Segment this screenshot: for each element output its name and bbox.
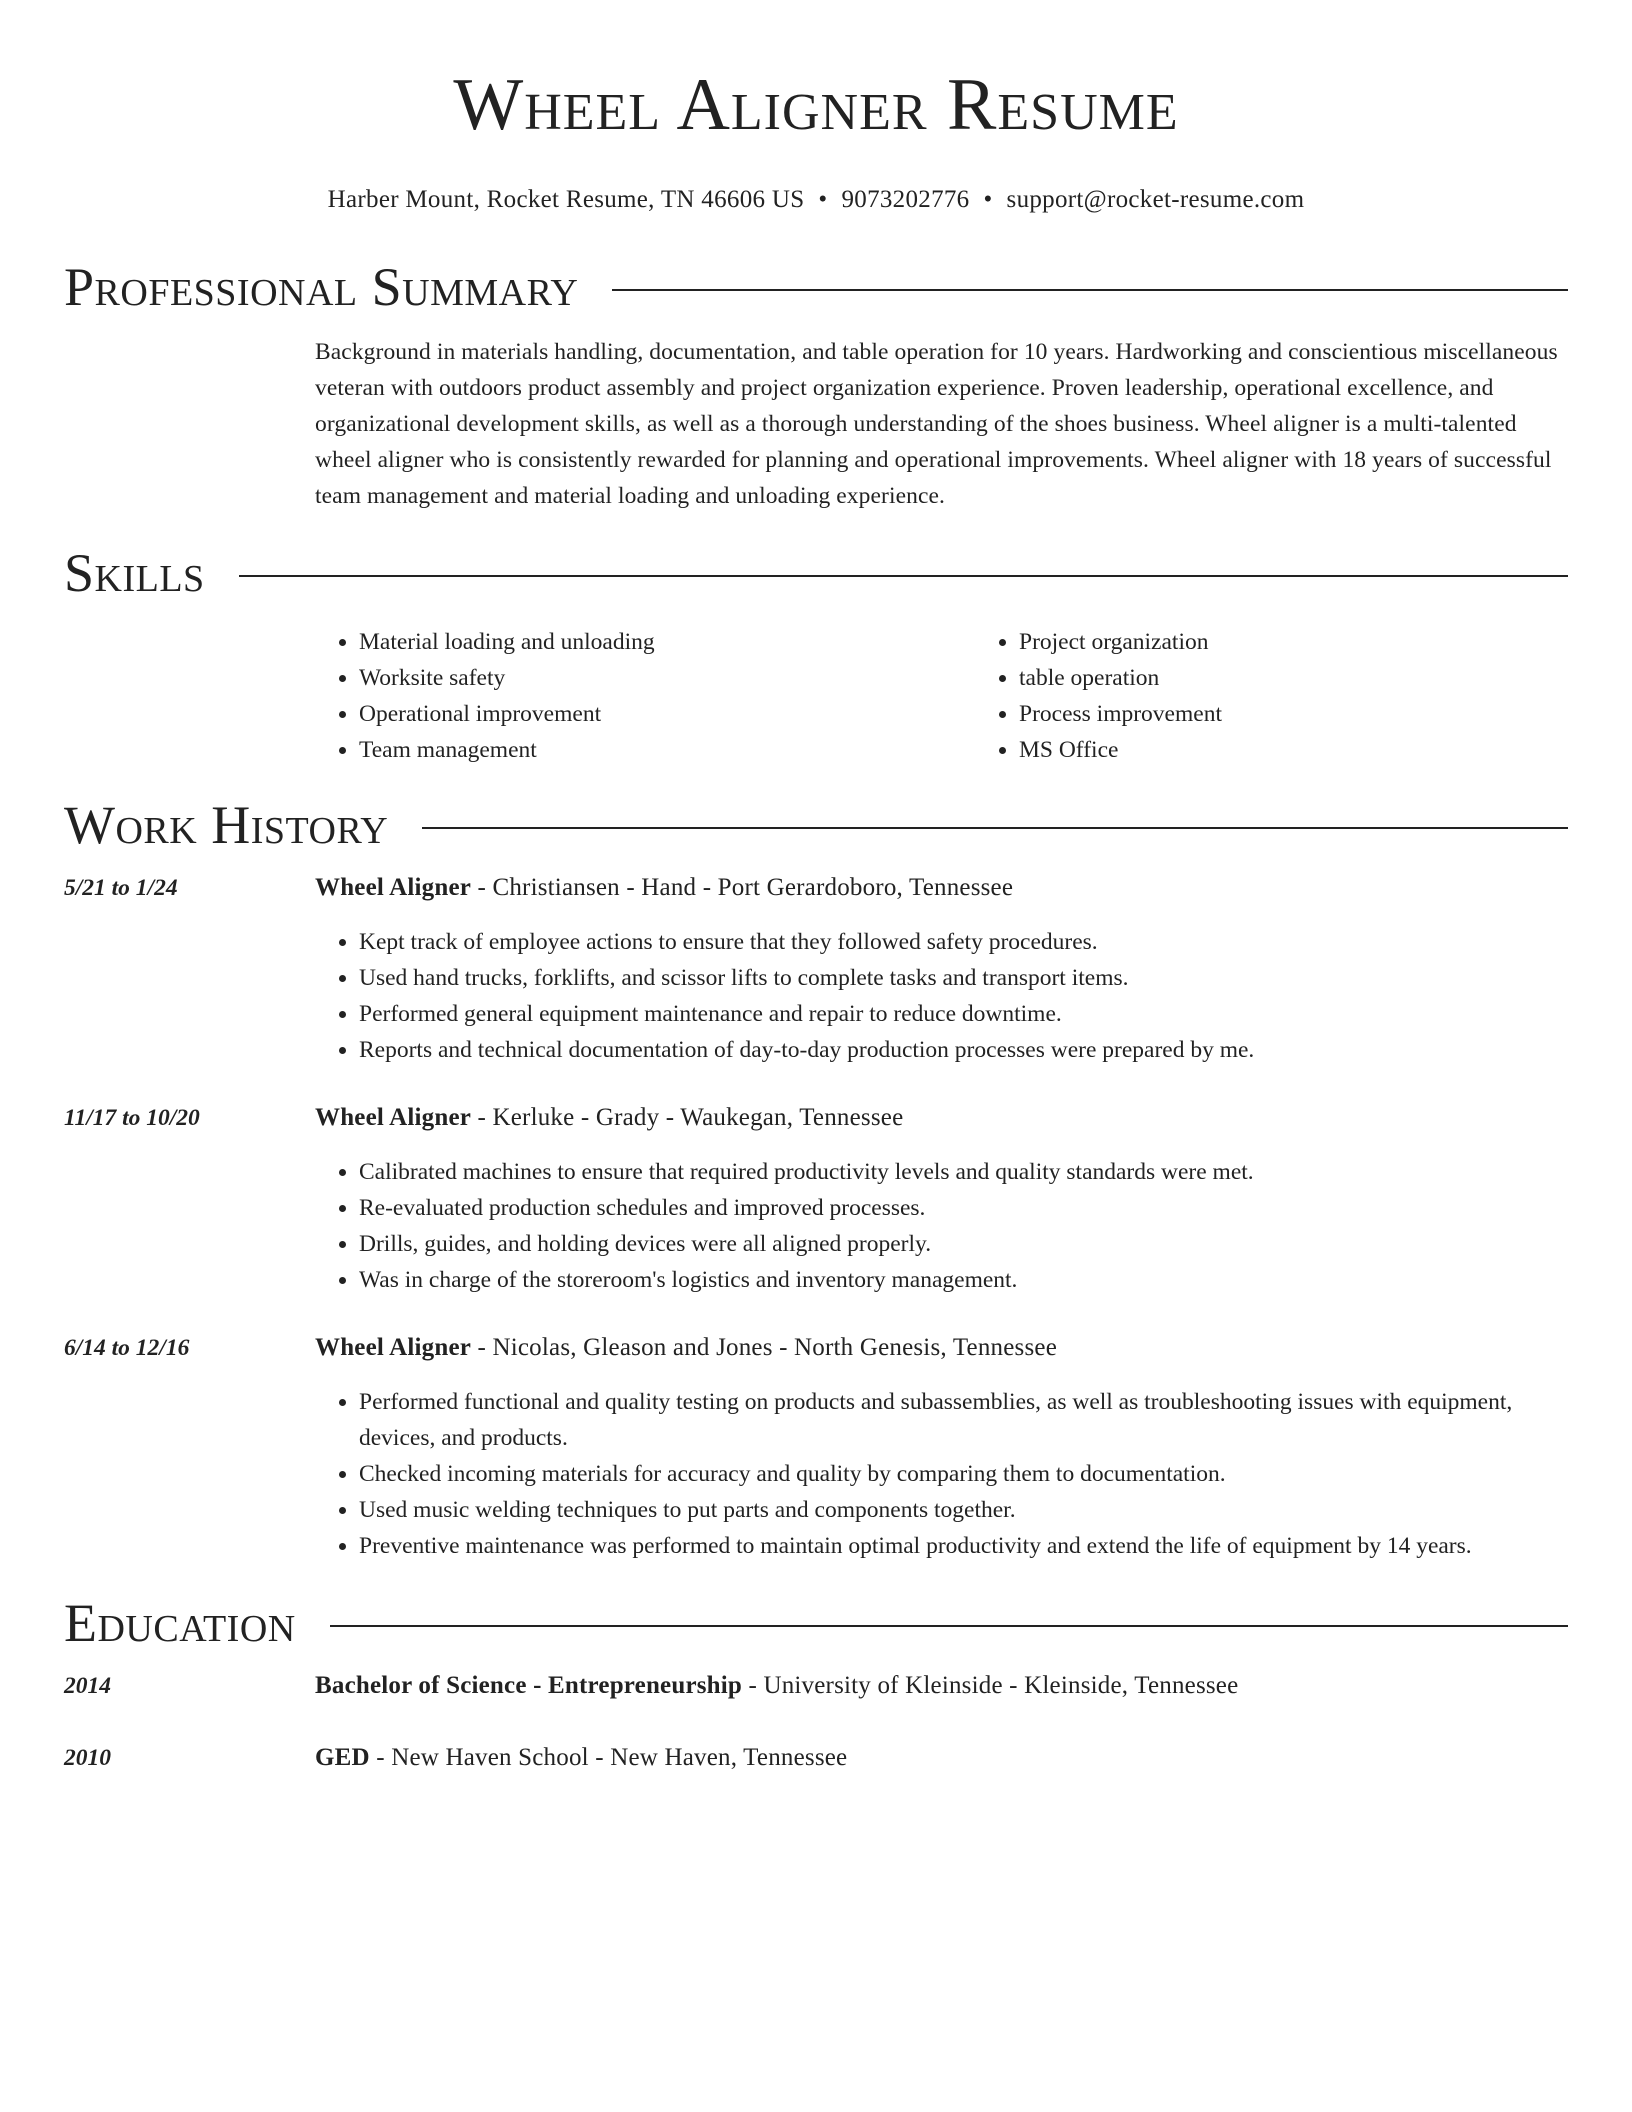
contact-address: Harber Mount, Rocket Resume, TN 46606 US [327,186,805,213]
education-heading-line [315,1668,1568,1704]
job-bullets [315,1154,1568,1298]
job-body [315,870,1568,1068]
education-section [64,1592,1568,1776]
section-divider [612,289,1568,291]
skills-list-left [315,624,975,768]
contact-separator: • [818,186,828,213]
job-bullets [315,924,1568,1068]
job-role: Wheel Aligner [315,874,472,901]
job-bullet: • Drills, guides, and holding devices were all aligned properly. [359,1226,1568,1262]
education-details: - New Haven School - New Haven, Tennessee [369,1744,848,1771]
education-entry [64,1740,1568,1776]
job-dates: 6/14 to 12/16 [64,1335,190,1361]
job-heading [315,870,1568,906]
job-details: - Christiansen - Hand - Port Gerardoboro, Tennessee [471,874,1014,901]
skill-item: • Process improvement [1019,696,1568,732]
education-year: 2010 [64,1745,111,1771]
contact-email: support@rocket-resume.com [1006,186,1305,213]
job-bullet: • Checked incoming materials for accuracy and quality by comparing them to documentation. [359,1456,1568,1492]
job-bullet: • Re-evaluated production schedules and improved processes. [359,1190,1568,1226]
skills-section [64,542,1568,768]
job-heading [315,1100,1568,1136]
skill-item: • table operation [1019,660,1568,696]
skills-header [64,542,1568,604]
resume-title: Wheel Aligner Resume [453,64,1179,146]
skill-item: • Project organization [1019,624,1568,660]
job-dates: 11/17 to 10/20 [64,1105,200,1131]
education-entry [64,1668,1568,1704]
education-degree: Bachelor of Science - Entrepreneurship [315,1672,743,1699]
skills-heading: Skills [64,543,205,603]
job-bullet: • Used hand trucks, forklifts, and scissor lifts to complete tasks and transport items. [359,960,1568,996]
job-bullet: • Was in charge of the storeroom's logistics and inventory management. [359,1262,1568,1298]
job-body [315,1100,1568,1298]
education-details: - University of Kleinside - Kleinside, Tennessee [742,1672,1239,1699]
skill-item: • Material loading and unloading [359,624,975,660]
education-degree: GED [315,1744,370,1771]
job-bullet: • Performed functional and quality testing on products and subassemblies, as well as troubleshooting issues with equipment, devices, and products. [359,1384,1568,1456]
job-bullet: • Used music welding techniques to put parts and components together. [359,1492,1568,1528]
job-details: - Nicolas, Gleason and Jones - North Genesis, Tennessee [471,1334,1057,1361]
job-bullet: • Kept track of employee actions to ensure that they followed safety procedures. [359,924,1568,960]
work-heading: Work History [64,795,389,855]
job-entry [64,870,1568,1068]
job-bullet: • Preventive maintenance was performed to maintain optimal productivity and extend the life of equipment by 14 years. [359,1528,1568,1564]
job-dates: 5/21 to 1/24 [64,875,178,901]
job-bullet: • Calibrated machines to ensure that required productivity levels and quality standards were met. [359,1154,1568,1190]
summary-heading: Professional Summary [64,257,579,317]
contact-phone: 9073202776 [841,186,970,213]
work-header [64,794,1568,856]
contact-separator: • [983,186,993,213]
job-bullet: • Performed general equipment maintenance and repair to reduce downtime. [359,996,1568,1032]
job-bullets [315,1384,1568,1564]
section-divider [330,1625,1568,1627]
job-body [315,1330,1568,1564]
education-header [64,1592,1568,1654]
job-entry [64,1330,1568,1564]
summary-text: Background in materials handling, documentation, and table operation for 10 years. Hardworking and conscientious miscellaneous veteran with outdoors product assembly and project organization experience. Proven leadership, operational excellence, and organizational development skills, as well as a thorough understanding of the shoes business. Wheel aligner is a multi-talented wheel aligner who is consistently rewarded for planning and operational improvements. Wheel aligner with 18 years of successful team management and material loading and unloading experience. [315,339,1558,509]
skills-list-right [975,624,1568,768]
contact-line [64,184,1568,216]
job-role: Wheel Aligner [315,1334,472,1361]
skill-item: • Worksite safety [359,660,975,696]
skill-item: • Team management [359,732,975,768]
work-section [64,794,1568,1564]
education-heading-line [315,1740,1568,1776]
education-year: 2014 [64,1673,111,1699]
summary-section [64,256,1568,514]
job-entry [64,1100,1568,1298]
skill-item: • Operational improvement [359,696,975,732]
job-details: - Kerluke - Grady - Waukegan, Tennessee [471,1104,904,1131]
skills-columns [315,624,1568,768]
section-divider [239,575,1568,577]
education-heading: Education [64,1593,296,1653]
skill-item: • MS Office [1019,732,1568,768]
job-heading [315,1330,1568,1366]
section-divider [422,827,1568,829]
summary-header [64,256,1568,318]
job-bullet: • Reports and technical documentation of day-to-day production processes were prepared by me. [359,1032,1568,1068]
job-role: Wheel Aligner [315,1104,472,1131]
